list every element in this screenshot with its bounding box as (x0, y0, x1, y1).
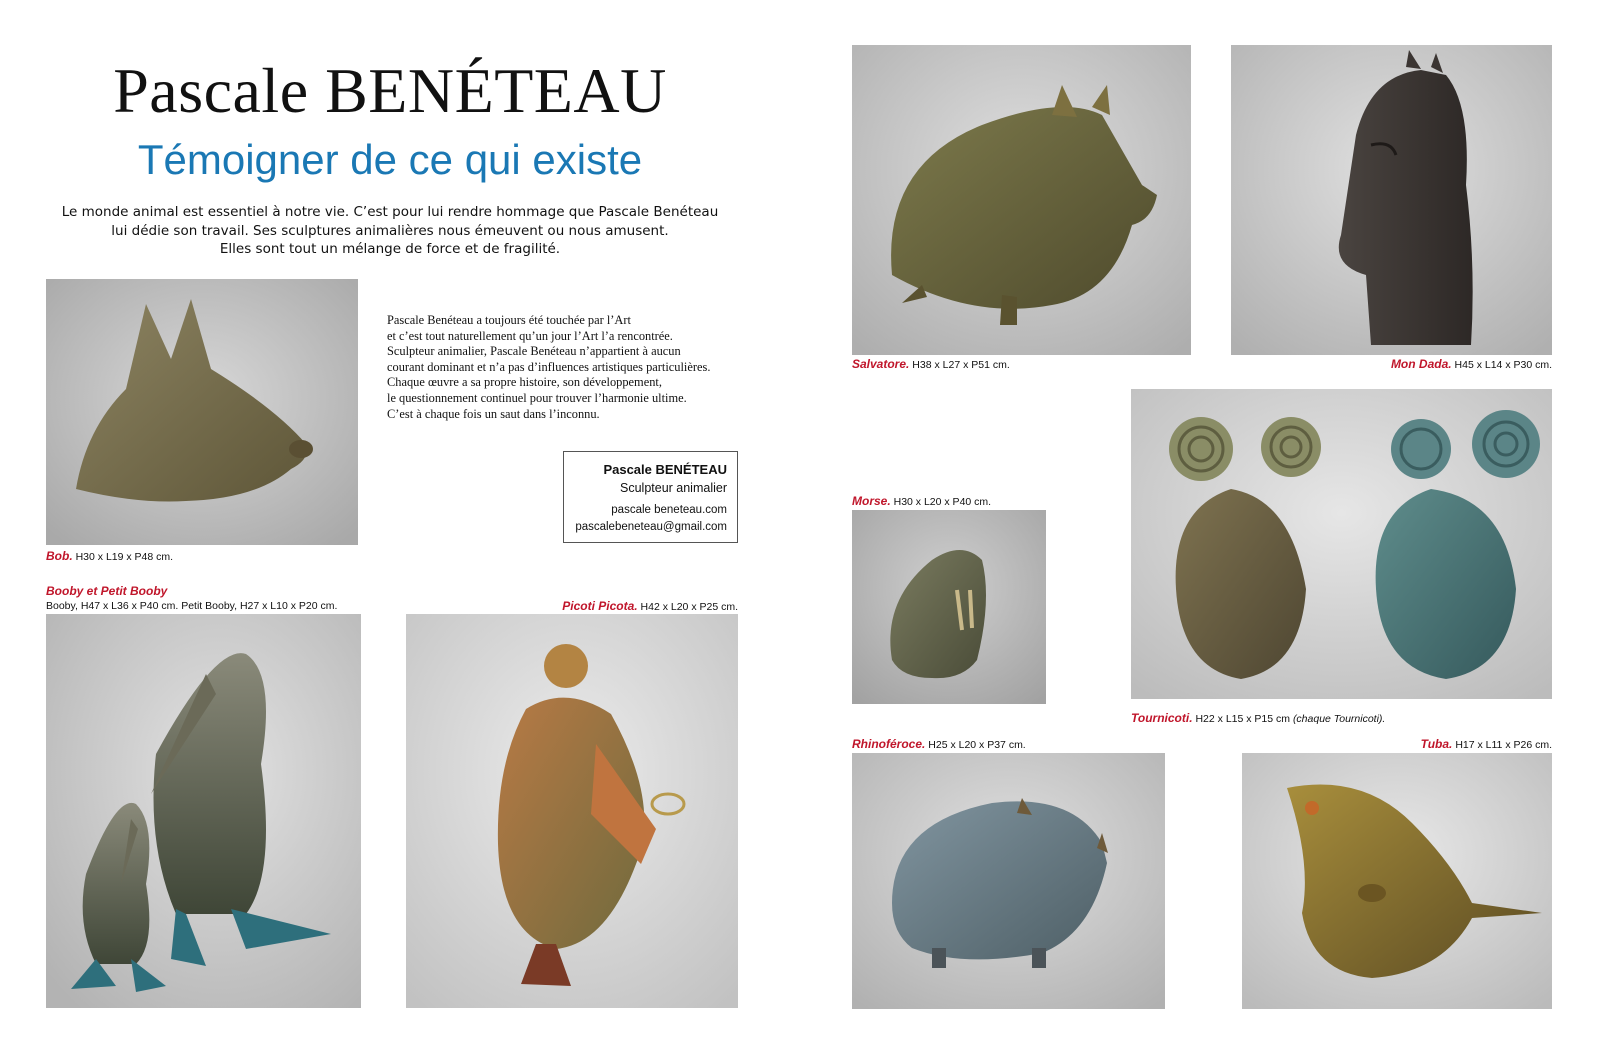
bob-sculpture-image (46, 279, 358, 545)
caption-title: Rhinoféroce. (852, 737, 926, 751)
caption-salvatore (852, 357, 1010, 371)
caption-title: Morse. (852, 494, 891, 508)
photo-tuba (1242, 753, 1552, 1009)
contact-name: Pascale BENÉTEAU (603, 462, 727, 477)
caption-dims: H25 x L20 x P37 cm. (928, 739, 1026, 751)
caption-dims: H42 x L20 x P25 cm. (640, 601, 738, 613)
caption-title: Salvatore. (852, 357, 910, 371)
bio-line: Sculpteur animalier, Pascale Benéteau n’appartient à aucun (387, 344, 681, 359)
intro-line: Elles sont tout un mélange de force et de fragilité. (219, 241, 561, 257)
caption-morse (852, 494, 991, 508)
contact-email[interactable]: pascalebeneteau@gmail.com (575, 521, 727, 533)
caption-dims: H30 x L19 x P48 cm. (75, 551, 174, 563)
bio-line: C’est à chaque fois un saut dans l’inconnu. (387, 406, 600, 421)
page-subtitle: Témoigner de ce qui existe (137, 136, 643, 183)
photo-booby (46, 614, 361, 1008)
contact-role: Sculpteur animalier (620, 481, 727, 495)
bio-line: courant dominant et n’a pas d’influences artistiques particulières. (387, 359, 711, 374)
caption-booby (46, 584, 337, 612)
photo-salvatore (852, 45, 1191, 355)
page-title: Pascale BENÉTEAU (113, 55, 667, 126)
tournicoti-sculpture-image (1131, 389, 1552, 699)
caption-tuba (1242, 737, 1552, 751)
caption-rhinoferoce (852, 737, 1026, 751)
caption-title: Tournicoti. (1131, 711, 1193, 725)
caption-bob (46, 549, 173, 563)
photo-bob (46, 279, 358, 545)
caption-title: Mon Dada. (1390, 357, 1452, 371)
salvatore-sculpture-image (852, 45, 1191, 355)
booby-sculpture-image (46, 614, 361, 1008)
photo-picoti (406, 614, 738, 1008)
bio-line: Chaque œuvre a sa propre histoire, son développement, (387, 375, 662, 390)
picoti-sculpture-image (406, 614, 738, 1008)
photo-rhinoferoce (852, 753, 1165, 1009)
caption-dims: H38 x L27 x P51 cm. (912, 359, 1010, 371)
photo-mondada (1231, 45, 1552, 355)
morse-sculpture-image (852, 510, 1046, 704)
bio-line: le questionnement continuel pour trouver l’harmonie ultime. (387, 390, 687, 405)
rhinoferoce-sculpture-image (852, 753, 1165, 1009)
bio-line: Pascale Benéteau a toujours été touchée par l’Art (387, 313, 631, 327)
intro-paragraph (60, 203, 720, 259)
photo-morse (852, 510, 1046, 704)
caption-picoti (400, 599, 738, 613)
caption-tournicoti (1131, 711, 1385, 725)
caption-note: (chaque Tournicoti). (1292, 713, 1386, 725)
caption-title: Tuba. (1420, 737, 1453, 751)
bio-line: et c’est tout naturellement qu’un jour l’Art l’a rencontrée. (387, 328, 673, 343)
caption-dims: H22 x L15 x P15 cm (1195, 713, 1291, 725)
intro-line: Le monde animal est essentiel à notre vie. C’est pour lui rendre hommage que Pascale Benéteau (61, 204, 719, 220)
mondada-sculpture-image (1231, 45, 1552, 355)
photo-tournicoti (1131, 389, 1552, 699)
contact-website[interactable]: pascale beneteau.com (611, 504, 727, 516)
caption-title: Booby et Petit Booby (46, 584, 168, 598)
caption-title: Picoti Picota. (562, 599, 638, 613)
intro-line: lui dédie son travail. Ses sculptures animalières nous émeuvent ou nous amusent. (111, 222, 669, 239)
tuba-sculpture-image (1242, 753, 1552, 1009)
caption-dims: H30 x L20 x P40 cm. (893, 496, 992, 508)
caption-title: Bob. (46, 549, 73, 563)
bio-paragraph (387, 313, 747, 422)
contact-card (563, 451, 738, 543)
caption-dims: H17 x L11 x P26 cm. (1455, 739, 1552, 751)
caption-dims: H45 x L14 x P30 cm. (1454, 359, 1552, 371)
caption-dims: Booby, H47 x L36 x P40 cm. Petit Booby, H27 x L10 x P20 cm. (46, 600, 338, 612)
caption-mondada (1231, 357, 1552, 371)
